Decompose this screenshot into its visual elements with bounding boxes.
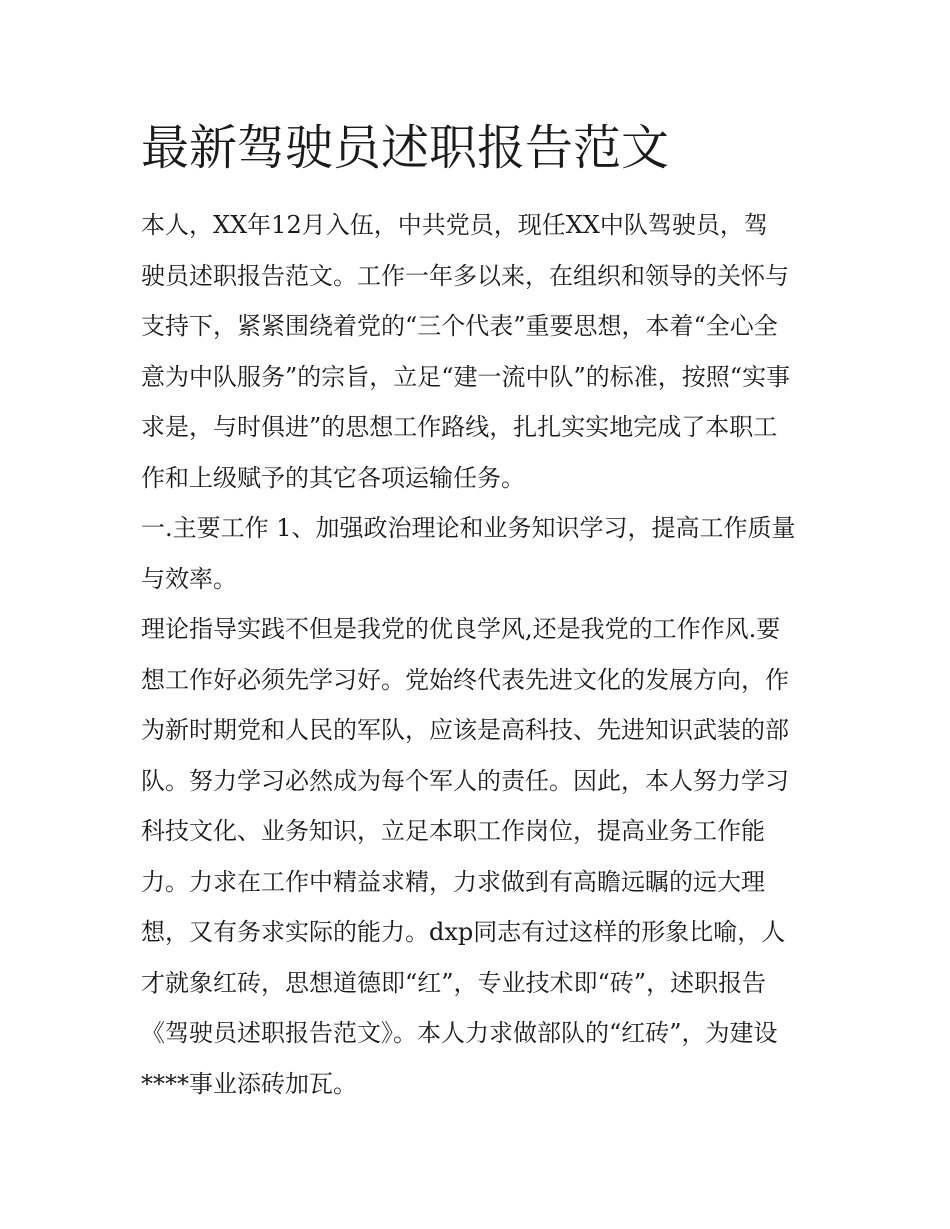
paragraph-intro [141,200,821,503]
text-line: 为新时期党和人民的军队，应该是高科技、先进知识武装的部 [141,716,789,744]
text-line: 本人，XX年12月入伍，中共党员，现任XX中队驾驶员，驾 [141,211,768,239]
text-line: 才就象红砖，思想道德即“红”，专业技术即“砖”，述职报告 [141,968,767,997]
paragraph-section-heading [141,503,821,604]
text-line: 意为中队服务”的宗旨，立足“建一流中队”的标准，按照“实事 [141,362,791,391]
text-line: 求是，与时俱进”的思想工作路线，扎扎实实地完成了本职工 [141,413,778,441]
text-line: ****事业添砖加瓦。 [141,1069,357,1098]
text-line: 《驾驶员述职报告范文》。本人力求做部队的“红砖”，为建设 [141,1019,778,1047]
text-line: 想，又有务求实际的能力。dxp同志有过这样的形象比喻，人 [141,918,786,946]
text-line: 一.主要工作 1、加强政治理论和业务知识学习，提高工作质量 [141,514,796,542]
text-line: 力。力求在工作中精益求精，力求做到有高瞻远瞩的远大理 [141,867,765,896]
text-line: 队。努力学习必然成为每个军人的责任。因此，本人努力学习 [141,766,789,795]
text-line: 想工作好必须先学习好。党始终代表先进文化的发展方向，作 [141,665,789,694]
text-line: 与效率。 [141,564,237,593]
paragraph-study [141,604,821,1109]
text-line: 作和上级赋予的其它各项运输任务。 [141,463,525,492]
document-title: 最新驾驶员述职报告范文 [141,120,670,176]
text-line: 支持下，紧紧围绕着党的“三个代表”重要思想，本着“全心全 [141,312,778,340]
text-line: 科技文化、业务知识，立足本职工作岗位，提高业务工作能 [141,817,765,845]
text-line: 驶员述职报告范文。工作一年多以来，在组织和领导的关怀与 [141,261,789,290]
document-body [141,200,821,1109]
text-line: 理论指导实践不但是我党的优良学风,还是我党的工作作风.要 [141,615,781,643]
